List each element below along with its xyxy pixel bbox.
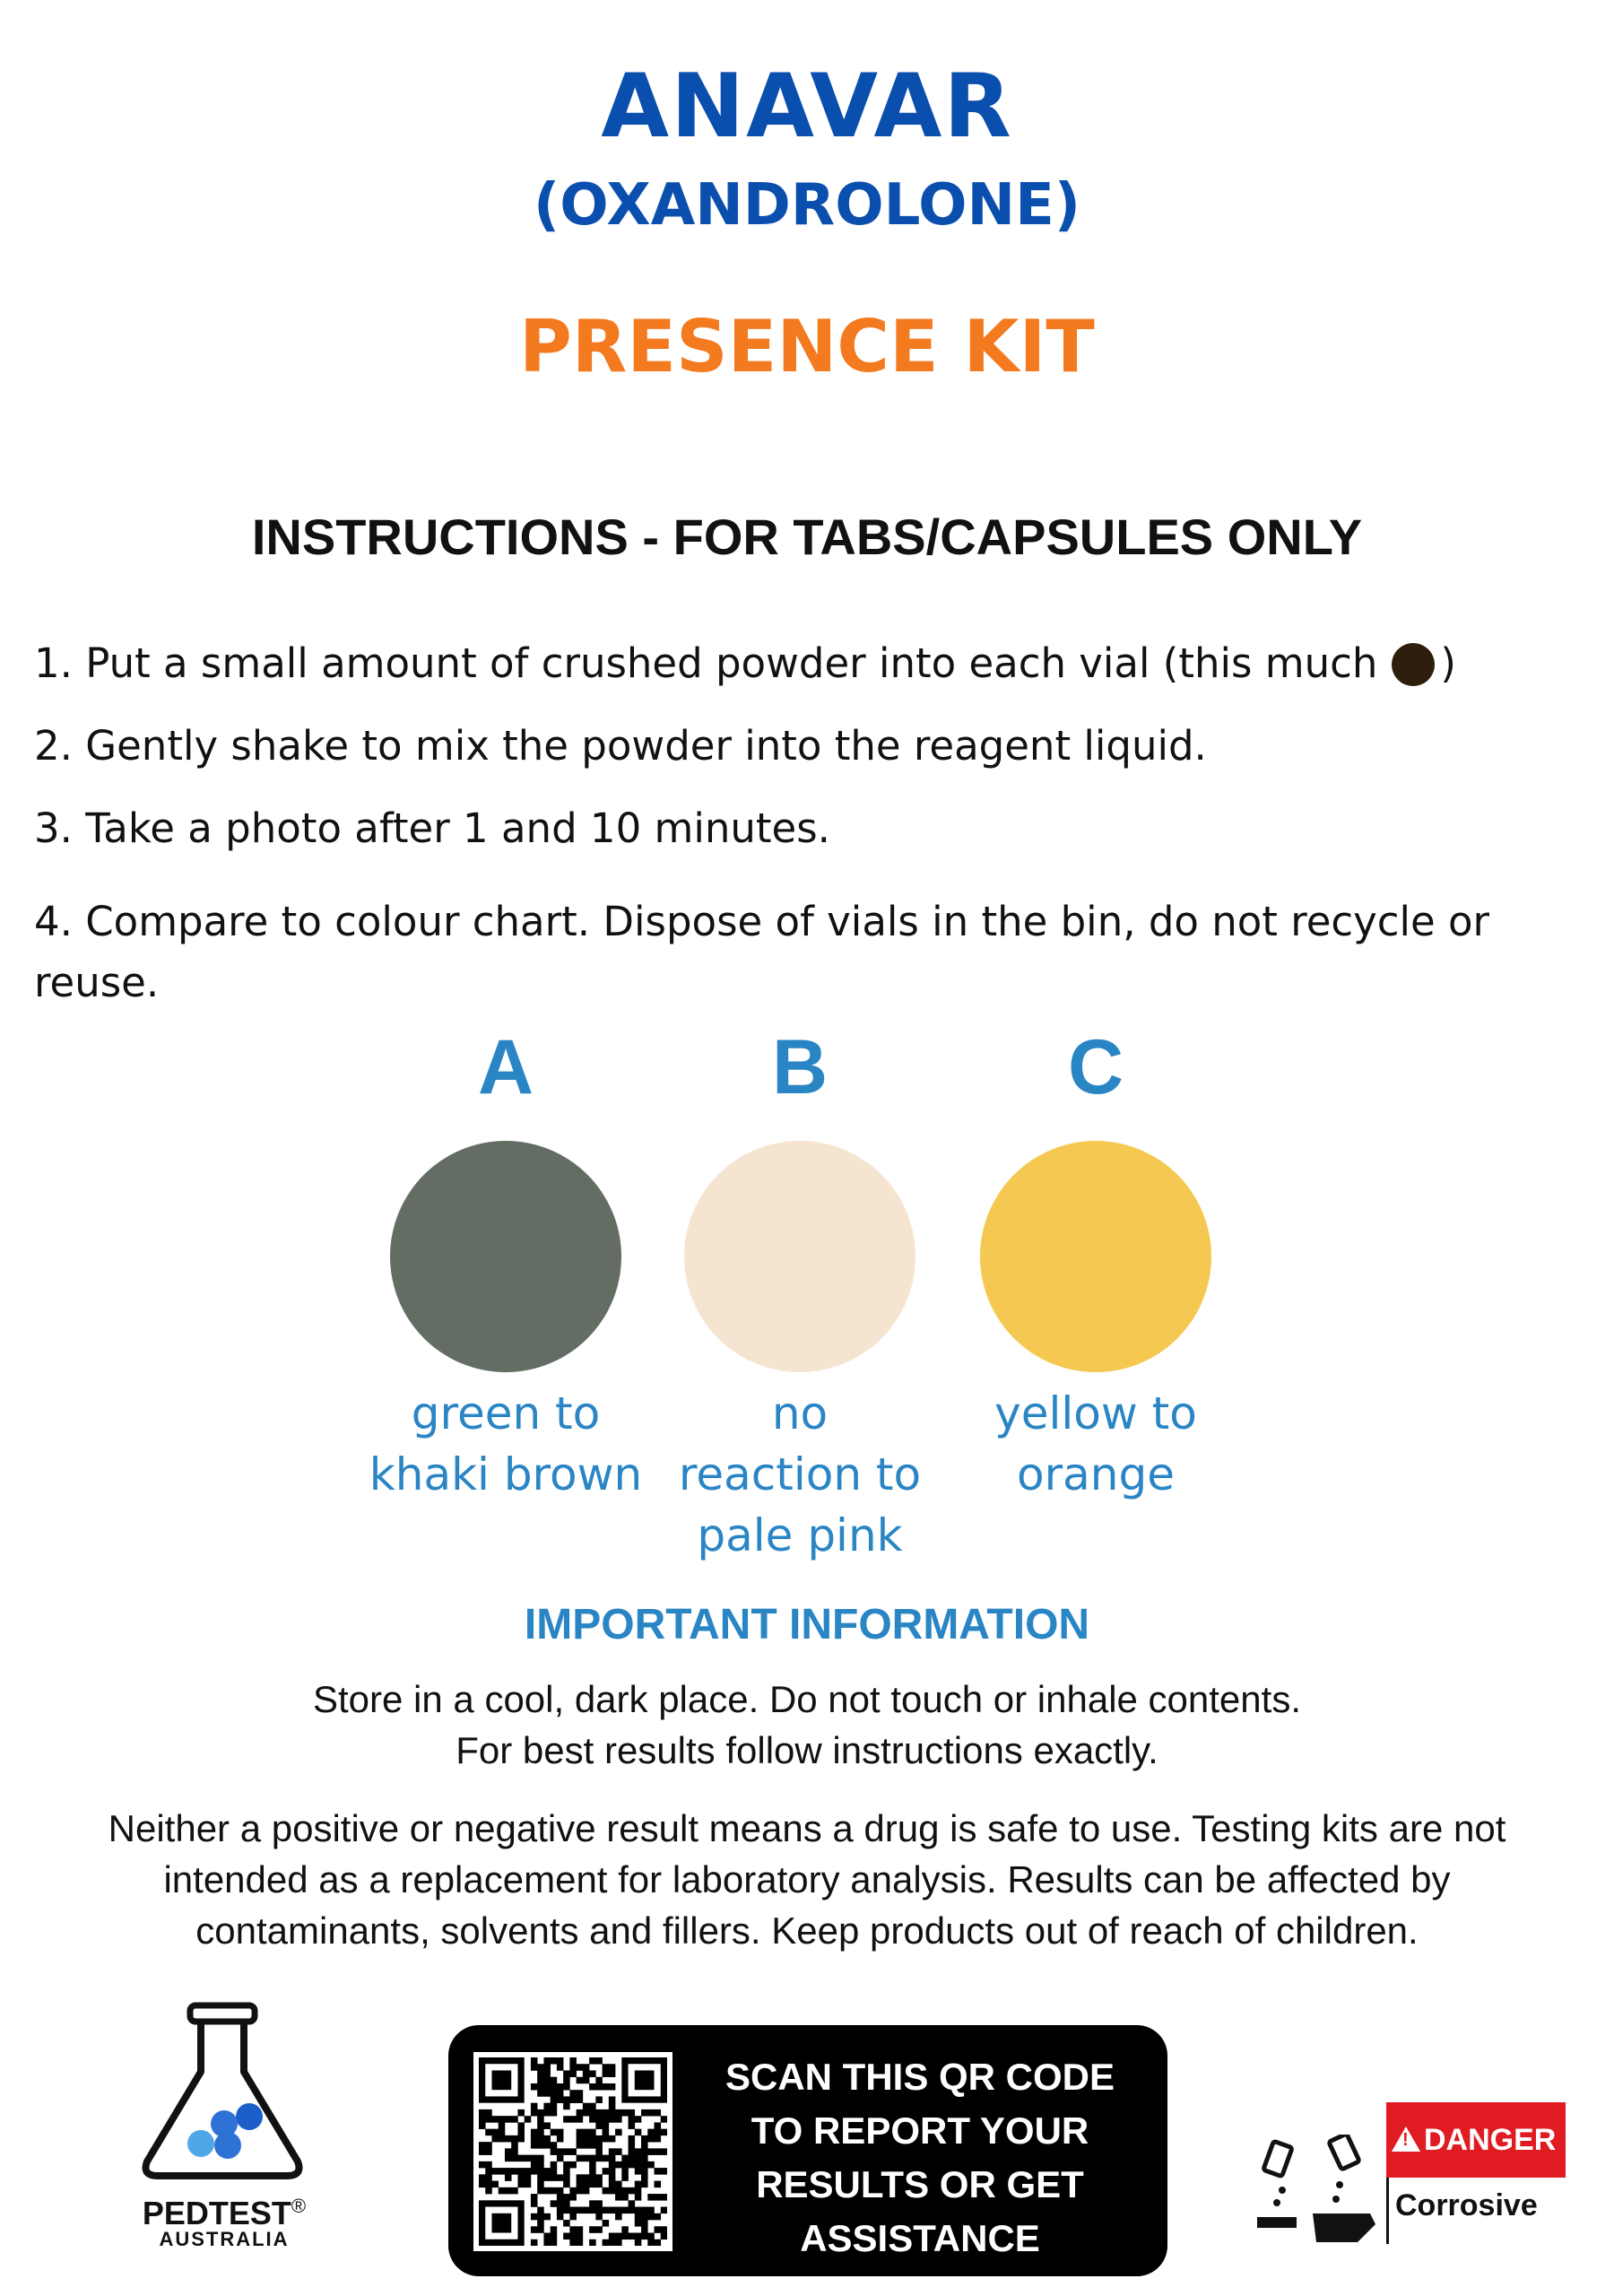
storage-info: Store in a cool, dark place. Do not touch or inhale contents. For best results follow instructions exactly. <box>313 1678 1301 1771</box>
result-letter: C <box>1067 1024 1124 1110</box>
divider <box>1386 2178 1389 2244</box>
step-2: 2. Gently shake to mix the powder into the reagent liquid. <box>34 722 1207 770</box>
step-1-text: 1. Put a small amount of crushed powder into each vial (this much <box>34 639 1378 687</box>
step-4: 4. Compare to colour chart. Dispose of vials in the bin, do not recycle or reuse. <box>34 898 1490 1006</box>
kit-title: PRESENCE KIT <box>519 305 1095 388</box>
instructions-heading: INSTRUCTIONS - FOR TABS/CAPSULES ONLY <box>251 509 1363 565</box>
product-title: ANAVAR <box>601 56 1013 158</box>
hazard-type: Corrosive <box>1395 2188 1538 2222</box>
danger-badge: !DANGER <box>1386 2102 1566 2178</box>
brand-subtitle: AUSTRALIA <box>159 2228 290 2250</box>
result-description: no reaction to pale pink <box>678 1387 922 1561</box>
corrosive-hazard-icon <box>1250 2135 1384 2246</box>
result-letter: A <box>477 1024 534 1110</box>
compound-name: (OXANDROLONE) <box>533 172 1081 239</box>
colour-swatch <box>390 1141 621 1372</box>
step-1-end: ) <box>1440 639 1456 687</box>
qr-code[interactable] <box>473 2052 672 2251</box>
colour-swatch <box>684 1141 915 1372</box>
result-letter: B <box>771 1024 829 1110</box>
qr-panel <box>448 2025 1167 2276</box>
qr-code-icon <box>479 2057 667 2246</box>
colour-result-b <box>647 1022 952 1566</box>
result-description: yellow to orange <box>994 1387 1197 1500</box>
flask-icon <box>134 2002 314 2187</box>
registered-mark: ® <box>291 2195 307 2217</box>
brand-name: PEDTEST® <box>142 2195 307 2231</box>
qr-instructions: SCAN THIS QR CODE TO REPORT YOUR RESULTS OR GET ASSISTANCE <box>725 2056 1115 2259</box>
step-3: 3. Take a photo after 1 and 10 minutes. <box>34 804 830 852</box>
result-description: green to khaki brown <box>369 1387 643 1500</box>
hazard-label <box>1250 2102 1569 2246</box>
pedtest-logo <box>126 2002 323 2271</box>
disclaimer: Neither a positive or negative result means a drug is safe to use. Testing kits are not intended as a replacement for laboratory analysis. Results can be affected by contaminants, solvents and fillers. Keep products out of reach of children. <box>108 1807 1506 1952</box>
powder-amount-dot-icon <box>1392 643 1435 686</box>
colour-swatch <box>980 1141 1211 1372</box>
important-heading: IMPORTANT INFORMATION <box>524 1601 1090 1648</box>
colour-result-a <box>353 1022 658 1505</box>
warning-triangle-icon <box>1392 2126 1420 2152</box>
colour-result-c <box>943 1022 1248 1505</box>
step-1 <box>34 633 1576 694</box>
